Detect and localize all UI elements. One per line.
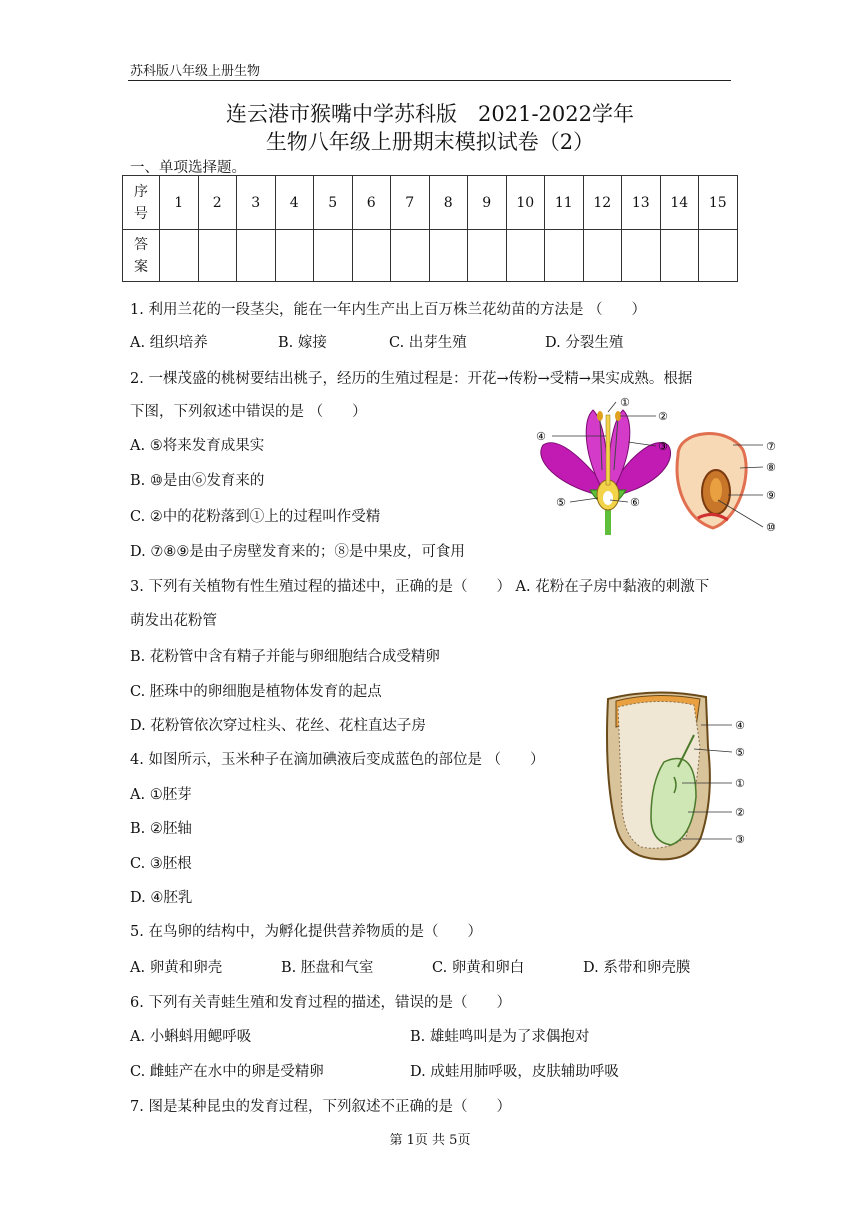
label-6: ⑥ [630, 496, 640, 509]
corn-seed-diagram [596, 687, 756, 867]
label-4: ④ [536, 430, 546, 443]
page-subtitle: 生物八年级上册期末模拟试卷（2） [265, 130, 595, 154]
label-5: ⑤ [735, 746, 745, 759]
question-6: 6. 下列有关青蛙生殖和发育过程的描述，错误的是（ ） [130, 995, 511, 1011]
table-cell: 10 [506, 176, 545, 230]
answer-cell[interactable] [198, 230, 237, 282]
header-divider [128, 80, 731, 81]
label-2: ② [735, 806, 745, 819]
option-c: C. ②中的花粉落到①上的过程叫作受精 [130, 509, 381, 525]
option-d: D. ④胚乳 [130, 890, 193, 906]
question-7: 7. 图是某种昆虫的发育过程，下列叙述不正确的是（ ） [130, 1099, 511, 1115]
option-d: D. 花粉管依次穿过柱头、花丝、花柱直达子房 [130, 718, 426, 734]
option-b: B. ⑩是由⑥发育来的 [130, 473, 265, 489]
label-1: ① [735, 777, 745, 790]
option-a: A. 卵黄和卵壳 [130, 960, 223, 976]
answer-cell[interactable] [506, 230, 545, 282]
answer-cell[interactable] [352, 230, 391, 282]
option-a: A. ①胚芽 [130, 787, 192, 803]
label-7: ⑦ [766, 440, 776, 453]
label-2: ② [658, 410, 668, 423]
answer-cell[interactable] [160, 230, 199, 282]
question-2-cont: 下图，下列叙述中错误的是 （ ） [130, 404, 367, 420]
table-cell: 8 [429, 176, 468, 230]
label-3: ③ [735, 833, 745, 846]
table-cell: 7 [391, 176, 430, 230]
table-cell: 15 [699, 176, 738, 230]
label-10: ⑩ [766, 521, 776, 534]
page-footer: 第 1页 共 5页 [389, 1133, 471, 1148]
table-cell: 2 [198, 176, 237, 230]
row-header: 答 案 [123, 230, 160, 282]
answer-cell[interactable] [660, 230, 699, 282]
question-5: 5. 在鸟卵的结构中，为孵化提供营养物质的是（ ） [130, 924, 482, 940]
label-9: ⑨ [766, 489, 776, 502]
table-cell: 12 [583, 176, 622, 230]
table-cell: 14 [660, 176, 699, 230]
label-3: ③ [658, 440, 668, 453]
answer-cell[interactable] [622, 230, 661, 282]
table-cell: 4 [275, 176, 314, 230]
table-row [123, 176, 738, 230]
label-1: ① [620, 396, 630, 409]
table-cell: 3 [237, 176, 276, 230]
option-c: C. 出芽生殖 [389, 335, 467, 351]
answer-cell[interactable] [391, 230, 430, 282]
label-8: ⑧ [766, 461, 776, 474]
table-cell: 9 [468, 176, 507, 230]
option-b: B. 花粉管中含有精子并能与卵细胞结合成受精卵 [130, 649, 440, 665]
table-cell: 13 [622, 176, 661, 230]
table-cell: 6 [352, 176, 391, 230]
option-b: B. 嫁接 [278, 335, 327, 351]
section-heading: 一、单项选择题。 [130, 160, 246, 176]
answer-cell[interactable] [468, 230, 507, 282]
option-c: C. 雌蛙产在水中的卵是受精卵 [130, 1064, 324, 1080]
table-cell: 1 [160, 176, 199, 230]
option-a: A. 组织培养 [130, 335, 208, 351]
flower-fruit-diagram [528, 390, 788, 540]
answer-cell[interactable] [237, 230, 276, 282]
option-c: C. ③胚根 [130, 856, 192, 872]
option-a: A. ⑤将来发育成果实 [130, 438, 265, 454]
option-b: B. ②胚轴 [130, 821, 192, 837]
question-3-cont: 萌发出花粉管 [130, 613, 217, 629]
label-4: ④ [735, 719, 745, 732]
answer-cell[interactable] [699, 230, 738, 282]
answer-cell[interactable] [583, 230, 622, 282]
answer-cell[interactable] [275, 230, 314, 282]
option-d: D. 成蛙用肺呼吸，皮肤辅助呼吸 [410, 1064, 619, 1080]
table-cell: 5 [314, 176, 353, 230]
option-c: C. 卵黄和卵白 [432, 960, 525, 976]
option-b: B. 雄蛙鸣叫是为了求偶抱对 [410, 1029, 590, 1045]
table-cell: 11 [545, 176, 584, 230]
answer-cell[interactable] [545, 230, 584, 282]
option-b: B. 胚盘和气室 [281, 960, 374, 976]
answer-table [122, 175, 738, 282]
page-title: 连云港市猴嘴中学苏科版 2021-2022学年 [226, 102, 634, 126]
option-a: A. 小蝌蚪用鳃呼吸 [130, 1029, 252, 1045]
question-3: 3. 下列有关植物有性生殖过程的描述中，正确的是（ ） A. 花粉在子房中黏液的刺激下 [130, 579, 710, 595]
table-row [123, 230, 738, 282]
label-5: ⑤ [556, 496, 566, 509]
row-header: 序 号 [123, 176, 160, 230]
answer-cell[interactable] [429, 230, 468, 282]
question-2: 2. 一棵茂盛的桃树要结出桃子，经历的生殖过程是：开花→传粉→受精→果实成熟。根据 [130, 371, 693, 387]
option-d: D. ⑦⑧⑨是由子房壁发育来的；⑧是中果皮，可食用 [130, 544, 465, 560]
question-4: 4. 如图所示，玉米种子在滴加碘液后变成蓝色的部位是 （ ） [130, 752, 545, 768]
option-d: D. 系带和卵壳膜 [583, 960, 691, 976]
question-1: 1. 利用兰花的一段茎尖，能在一年内生产出上百万株兰花幼苗的方法是 （ ） [130, 302, 647, 318]
option-d: D. 分裂生殖 [545, 335, 624, 351]
option-c: C. 胚珠中的卵细胞是植物体发育的起点 [130, 684, 382, 700]
answer-cell[interactable] [314, 230, 353, 282]
page-header: 苏科版八年级上册生物 [130, 64, 261, 79]
